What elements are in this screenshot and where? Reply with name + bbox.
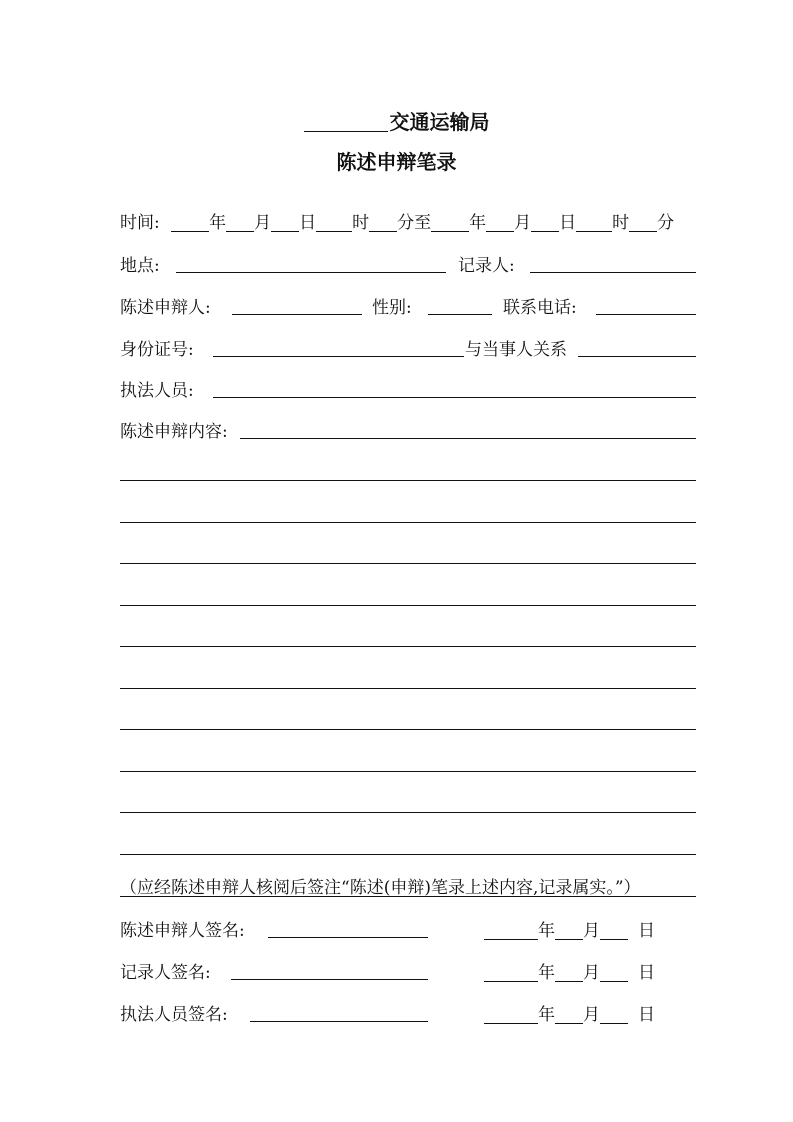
recorder-sign-day-field[interactable] xyxy=(600,963,628,982)
agency-name-blank[interactable] xyxy=(304,113,388,132)
content-line[interactable] xyxy=(120,480,696,481)
party-sign-month-unit: 月 xyxy=(583,921,600,941)
place-field[interactable] xyxy=(176,272,446,273)
confirm-note: （应经陈述申辩人核阅后签注“陈述(申辩)笔录上述内容,记录属实。”） xyxy=(120,878,641,898)
content-line[interactable] xyxy=(120,771,696,772)
end-minute-field[interactable] xyxy=(629,213,657,232)
id-field[interactable] xyxy=(213,356,464,357)
officer-signature-field[interactable] xyxy=(250,1021,428,1022)
officer-sign-day-unit: 日 xyxy=(638,1005,655,1025)
gender-label: 性别: xyxy=(372,298,412,318)
confirm-note-underline xyxy=(120,896,696,897)
officer-sign-month-unit: 月 xyxy=(583,1005,600,1025)
content-line[interactable] xyxy=(120,688,696,689)
end-day-field[interactable] xyxy=(531,213,559,232)
recorder-sign-year-unit: 年 xyxy=(538,963,555,983)
recorder-signature-field[interactable] xyxy=(231,979,428,980)
start-day-field[interactable] xyxy=(271,213,299,232)
officer-field[interactable] xyxy=(213,397,696,398)
phone-field[interactable] xyxy=(596,314,696,315)
content-line[interactable] xyxy=(120,646,696,647)
end-day-unit: 日 xyxy=(559,213,577,233)
party-signature-label: 陈述申辩人签名: xyxy=(120,921,245,941)
party-sign-year-unit: 年 xyxy=(538,921,555,941)
id-label: 身份证号: xyxy=(120,340,194,360)
start-day-unit: 日 xyxy=(299,213,317,233)
start-minute-field[interactable] xyxy=(369,213,397,232)
party-sign-day-unit: 日 xyxy=(638,921,655,941)
end-month-field[interactable] xyxy=(486,213,514,232)
recorder-label: 记录人: xyxy=(458,256,515,276)
party-signature-field[interactable] xyxy=(268,937,428,938)
end-month-unit: 月 xyxy=(514,213,532,233)
start-minute-unit: 分至 xyxy=(397,213,432,233)
person-label: 陈述申辩人: xyxy=(120,298,211,318)
content-line[interactable] xyxy=(120,729,696,730)
agency-title xyxy=(0,106,793,135)
start-month-unit: 月 xyxy=(254,213,272,233)
officer-sign-year-field[interactable] xyxy=(484,1005,538,1024)
recorder-signature-label: 记录人签名: xyxy=(120,963,211,983)
end-hour-unit: 时 xyxy=(612,213,630,233)
recorder-field[interactable] xyxy=(530,272,696,273)
recorder-sign-day-unit: 日 xyxy=(638,963,655,983)
start-year-field[interactable] xyxy=(171,213,209,232)
party-signature-date xyxy=(484,920,655,942)
relation-label: 与当事人关系 xyxy=(465,340,567,360)
content-line[interactable] xyxy=(120,563,696,564)
end-year-field[interactable] xyxy=(431,213,469,232)
party-sign-month-field[interactable] xyxy=(555,921,583,940)
recorder-sign-year-field[interactable] xyxy=(484,963,538,982)
start-year-unit: 年 xyxy=(209,213,227,233)
end-hour-field[interactable] xyxy=(576,213,612,232)
officer-label: 执法人员: xyxy=(120,381,194,401)
start-hour-field[interactable] xyxy=(316,213,352,232)
time-row xyxy=(120,212,674,234)
phone-label: 联系电话: xyxy=(503,298,577,318)
party-sign-day-field[interactable] xyxy=(600,921,628,940)
document-title: 陈述申辩笔录 xyxy=(336,150,457,174)
officer-sign-month-field[interactable] xyxy=(555,1005,583,1024)
content-label: 陈述申辩内容: xyxy=(120,422,228,442)
person-field[interactable] xyxy=(232,314,362,315)
party-sign-year-field[interactable] xyxy=(484,921,538,940)
content-line[interactable] xyxy=(240,438,696,439)
start-hour-unit: 时 xyxy=(352,213,370,233)
officer-sign-year-unit: 年 xyxy=(538,1005,555,1025)
officer-signature-label: 执法人员签名: xyxy=(120,1005,228,1025)
content-line[interactable] xyxy=(120,605,696,606)
end-year-unit: 年 xyxy=(469,213,487,233)
start-month-field[interactable] xyxy=(226,213,254,232)
place-label: 地点: xyxy=(120,256,160,276)
content-line[interactable] xyxy=(120,854,696,855)
recorder-signature-date xyxy=(484,962,655,984)
relation-field[interactable] xyxy=(578,356,696,357)
time-label: 时间: xyxy=(120,213,160,233)
officer-sign-day-field[interactable] xyxy=(600,1005,628,1024)
end-minute-unit: 分 xyxy=(657,213,675,233)
agency-suffix: 交通运输局 xyxy=(389,110,490,134)
officer-signature-date xyxy=(484,1004,655,1026)
content-line[interactable] xyxy=(120,812,696,813)
content-line[interactable] xyxy=(120,522,696,523)
recorder-sign-month-unit: 月 xyxy=(583,963,600,983)
recorder-sign-month-field[interactable] xyxy=(555,963,583,982)
gender-field[interactable] xyxy=(428,314,492,315)
